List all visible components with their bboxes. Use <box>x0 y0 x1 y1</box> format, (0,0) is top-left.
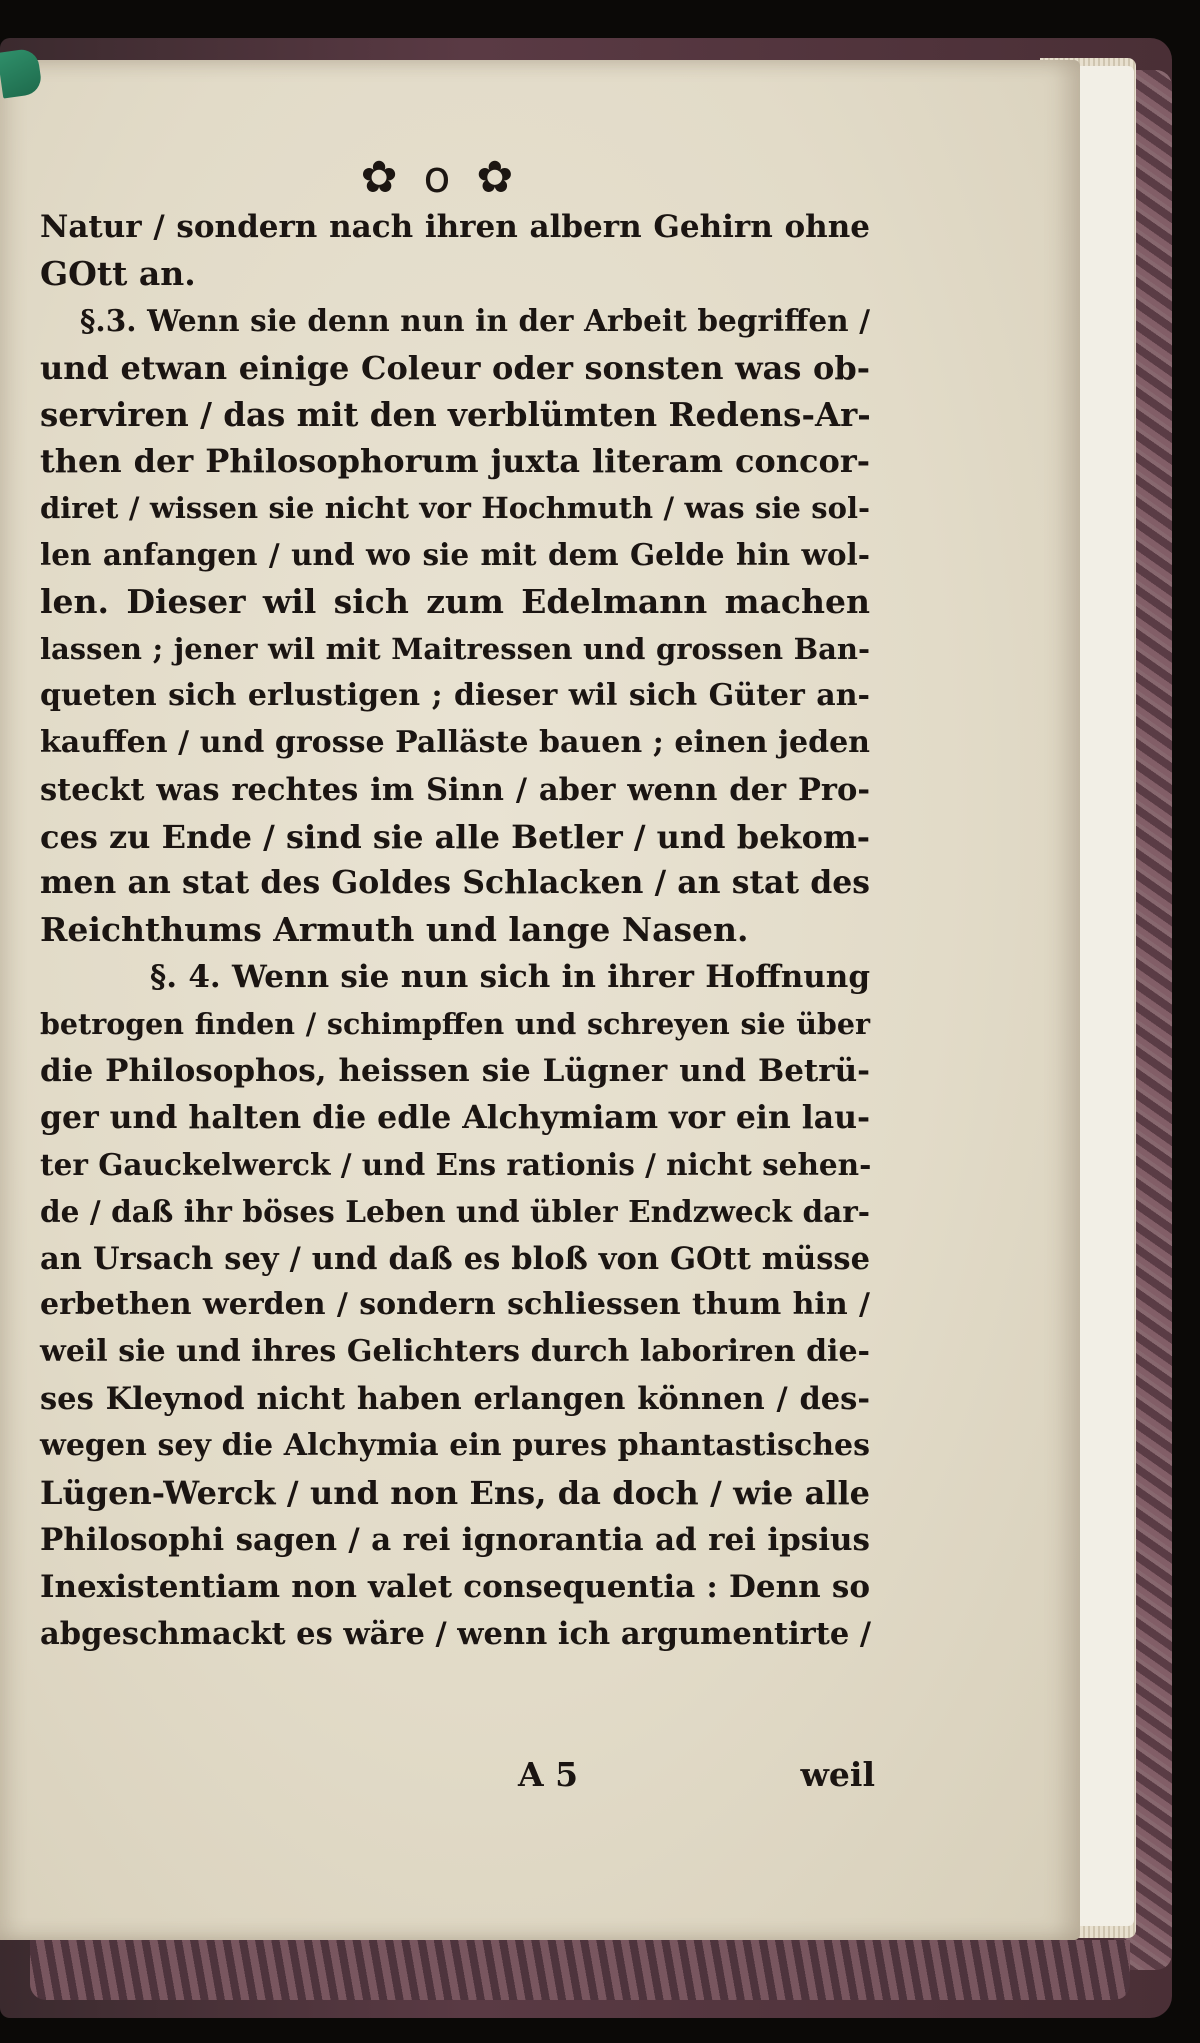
text-line: ces zu Ende / sind sie alle Betler / und bekom- <box>40 817 871 856</box>
text-line: de / daß ihr böses Leben und übler Endzweck dar- <box>40 1193 870 1229</box>
text-line: men an stat des Goldes Schlacken / an stat des <box>40 864 870 902</box>
text-line: serviren / das mit den verblümten Redens-Ar- <box>40 394 871 434</box>
text-line: betrogen finden / schimpffen und schreyen sie über <box>40 1007 870 1042</box>
text-line: queten sich erlustigen ; dieser wil sich Güter an- <box>40 677 870 713</box>
text-line: kauffen / und grosse Palläste bauen ; einen jeden <box>40 724 870 760</box>
text-line: Reichthums Armuth und lange Nasen. <box>40 910 749 950</box>
text-line: erbethen werden / sondern schliessen thum hin / <box>40 1287 870 1323</box>
page-footer <box>40 1755 875 1805</box>
text-line: then der Philosophorum juxta literam concor- <box>40 442 870 481</box>
signature-mark: A 5 <box>518 1755 579 1794</box>
text-line: die Philosophos, heissen sie Lügner und Betrü- <box>40 1053 870 1090</box>
text-line: len. Dieser wil sich zum Edelmann machen <box>40 582 870 622</box>
text-line: abgeschmackt es wäre / wenn ich argumentirte / <box>40 1615 872 1652</box>
catchword: weil <box>800 1755 875 1794</box>
text-line: wegen sey die Alchymia ein pures phantastisches <box>40 1428 870 1464</box>
paragraph-start-line: §.3. Wenn sie denn nun in der Arbeit begriffen / <box>80 302 870 338</box>
text-line: steckt was rechtes im Sinn / aber wenn der Pro- <box>40 771 870 808</box>
text-line: an Ursach sey / und daß es bloß von GOtt müsse <box>40 1240 870 1277</box>
text-line: Inexistentiam non valet consequentia : Denn so <box>40 1568 870 1605</box>
text-line: ter Gauckelwerck / und Ens rationis / nicht sehen- <box>40 1146 872 1182</box>
text-line: Philosophi sagen / a rei ignorantia ad rei ipsius <box>40 1521 870 1558</box>
text-line: Natur / sondern nach ihren albern Gehirn ohne <box>40 209 870 245</box>
text-line: lassen ; jener wil mit Maitressen und grossen Ban- <box>40 632 870 667</box>
text-line: und etwan einige Coleur oder sonsten was ob- <box>40 348 870 387</box>
page-text <box>40 204 870 1658</box>
text-line: diret / wissen sie nicht vor Hochmuth / was sie sol- <box>40 491 870 526</box>
paragraph-start-line: §. 4. Wenn sie nun sich in ihrer Hoffnung <box>150 959 870 996</box>
text-line: Lügen-Werck / und non Ens, da doch / wie alle <box>40 1474 870 1513</box>
text-line: ger und halten die edle Alchymiam vor ein lau- <box>40 1098 871 1136</box>
marbled-board-bottom <box>30 1940 1130 2000</box>
text-line: weil sie und ihres Gelichters durch laboriren die- <box>40 1334 870 1370</box>
header-ornament: ✿ o ✿ <box>360 152 520 203</box>
text-line: ses Kleynod nicht haben erlangen können / des- <box>40 1381 870 1418</box>
text-line: GOtt an. <box>40 253 196 293</box>
text-line: len anfangen / und wo sie mit dem Gelde hin wol- <box>40 537 870 573</box>
